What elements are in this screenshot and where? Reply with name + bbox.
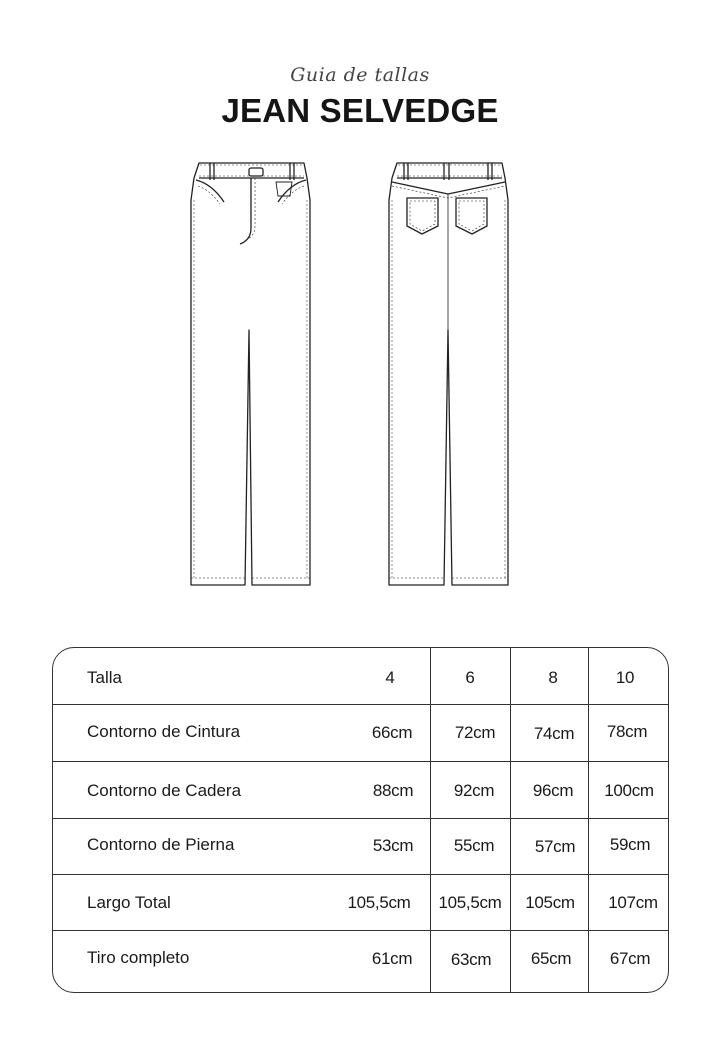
table-cell: 88cm (372, 781, 414, 800)
table-cell: 63cm (450, 950, 492, 969)
table-cell: 96cm (532, 781, 574, 800)
jeans-front-illustration (191, 163, 310, 585)
table-cell: 57cm (534, 837, 576, 856)
table-cell: 74cm (533, 724, 575, 743)
row-divider (53, 874, 668, 875)
size-table (52, 647, 669, 993)
size-4-header: 4 (385, 668, 395, 687)
subtitle: Guia de tallas (290, 64, 430, 86)
column-divider (588, 648, 589, 992)
row-divider (53, 818, 668, 819)
row-divider (53, 761, 668, 762)
size-6-header: 6 (465, 668, 475, 687)
row-label-length: Largo Total (87, 893, 171, 912)
row-divider (53, 704, 668, 705)
table-cell: 105,5cm (347, 893, 411, 912)
table-cell: 107cm (608, 893, 658, 912)
jeans-illustrations (0, 150, 720, 600)
table-cell: 53cm (372, 836, 414, 855)
size-10-header: 10 (615, 668, 635, 687)
table-cell: 67cm (609, 949, 651, 968)
row-label-hip: Contorno de Cadera (87, 781, 242, 800)
row-label-rise: Tiro completo (87, 948, 190, 967)
size-header-label: Talla (87, 668, 122, 687)
table-cell: 55cm (453, 836, 495, 855)
jeans-back-illustration (389, 163, 508, 585)
table-cell: 66cm (371, 723, 413, 742)
row-label-leg: Contorno de Pierna (87, 835, 235, 854)
column-divider (430, 648, 431, 992)
table-cell: 65cm (530, 949, 572, 968)
table-cell: 78cm (606, 722, 648, 741)
column-divider (510, 648, 511, 992)
table-cell: 92cm (453, 781, 495, 800)
size-8-header: 8 (548, 668, 558, 687)
row-divider (53, 930, 668, 931)
table-cell: 72cm (454, 723, 496, 742)
table-cell: 105,5cm (438, 893, 502, 912)
table-cell: 59cm (609, 835, 651, 854)
table-cell: 100cm (604, 781, 654, 800)
page-title: JEAN SELVEDGE (221, 92, 499, 129)
row-label-waist: Contorno de Cintura (87, 722, 241, 741)
table-cell: 61cm (371, 949, 413, 968)
table-cell: 105cm (525, 893, 575, 912)
